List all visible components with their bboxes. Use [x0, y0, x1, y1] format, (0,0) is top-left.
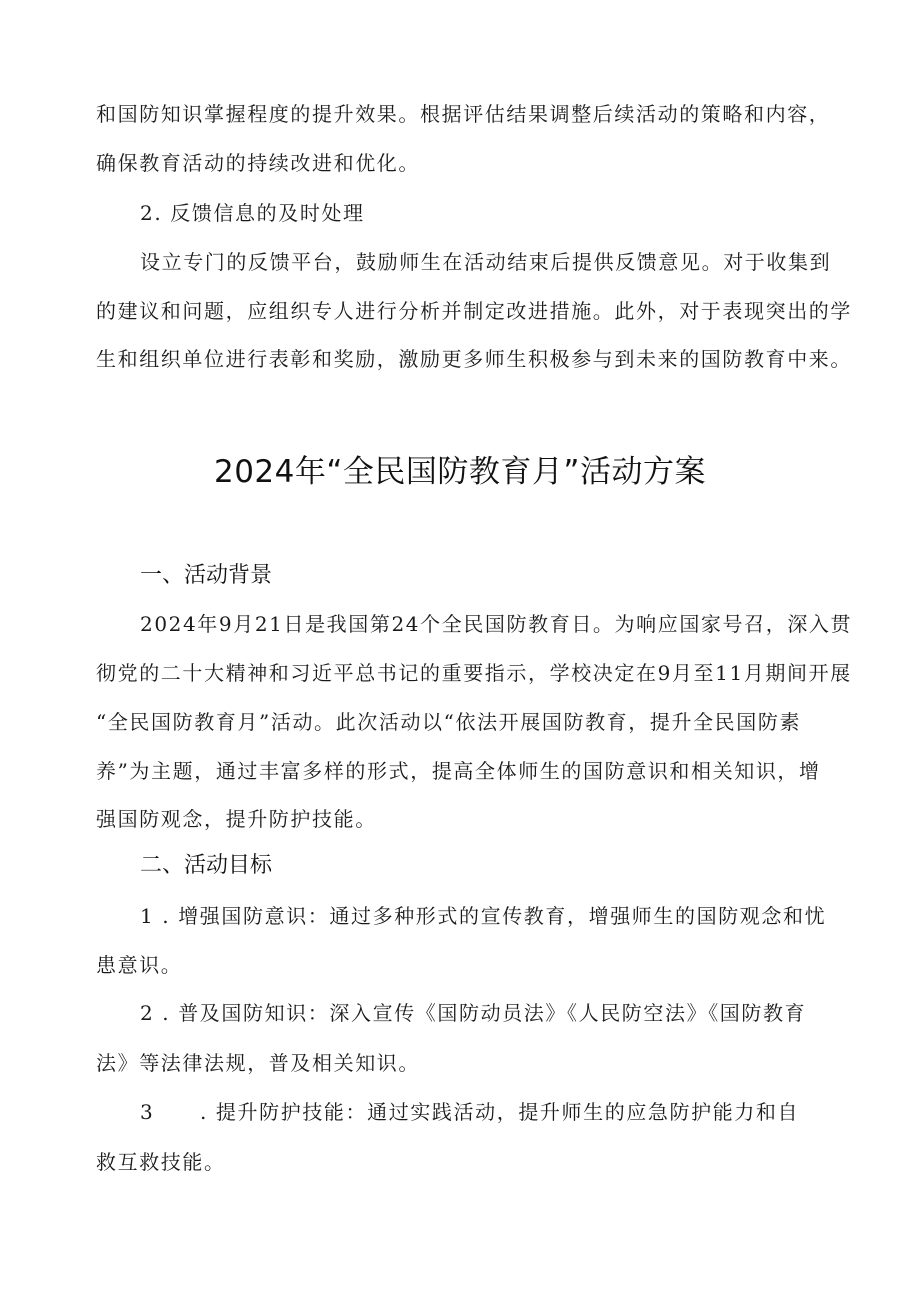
paragraph-line: 和国防知识掌握程度的提升效果。根据评估结果调整后续活动的策略和内容， — [96, 102, 831, 126]
section-heading-background: 一、活动背景 — [140, 563, 273, 588]
list-item-line: 2 . 普及国防知识：深入宣传《国防动员法》《人民防空法》《国防教育 — [140, 1001, 807, 1025]
list-item-line: 救互救技能。 — [96, 1150, 226, 1174]
paragraph-line: 生和组织单位进行表彰和奖励，激励更多师生积极参与到未来的国防教育中来。 — [96, 347, 852, 371]
list-item-line: 患意识。 — [96, 953, 183, 977]
section-heading-goals: 二、活动目标 — [140, 853, 273, 878]
paragraph-line: 2024年9月21日是我国第24个全民国防教育日。为响应国家号召，深入贯 — [140, 612, 853, 636]
paragraph-line: 的建议和问题，应组织专人进行分析并制定改进措施。此外，对于表现突出的学 — [96, 299, 852, 323]
list-item-line: . 提升防护技能：通过实践活动，提升师生的应急防护能力和自 — [200, 1100, 800, 1124]
list-item-line: 法》等法律法规，普及相关知识。 — [96, 1051, 420, 1075]
list-item-line: 1 . 增强国防意识：通过多种形式的宣传教育，增强师生的国防观念和忧 — [140, 904, 827, 928]
paragraph-line: “全民国防教育月”活动。此次活动以“依法开展国防教育，提升全民国防素 — [96, 710, 802, 734]
subheading: 2. 反馈信息的及时处理 — [140, 201, 365, 225]
paragraph-line: 强国防观念，提升防护技能。 — [96, 807, 377, 831]
paragraph-line: 设立专门的反馈平台，鼓励师生在活动结束后提供反馈意见。对于收集到 — [140, 250, 832, 274]
paragraph-line: 确保教育活动的持续改进和优化。 — [96, 151, 420, 175]
paragraph-line: 彻党的二十大精神和习近平总书记的重要指示，学校决定在9月至11月期间开展 — [96, 661, 852, 685]
list-item-number: 3 — [140, 1100, 155, 1124]
paragraph-line: 养”为主题，通过丰富多样的形式，提高全体师生的国防意识和相关知识，增 — [96, 759, 821, 783]
document-title: 2024年“全民国防教育月”活动方案 — [213, 454, 706, 490]
